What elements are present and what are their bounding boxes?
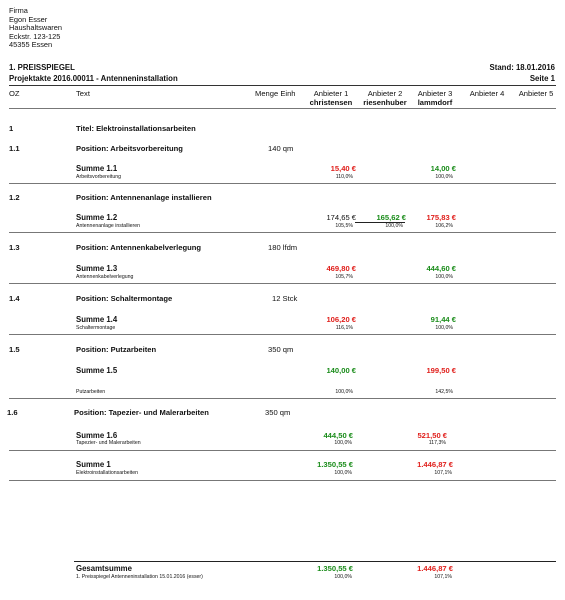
price-anbieter1: 444,50 € — [323, 431, 353, 440]
percent-anbieter3: 107,1% — [434, 470, 452, 476]
total-rule — [74, 561, 556, 562]
position-title: Position: Antennenanlage installieren — [76, 193, 212, 202]
row-rule — [9, 283, 556, 284]
position-quantity: 350 qm — [268, 345, 294, 354]
position-quantity: 350 qm — [265, 408, 291, 417]
percent-anbieter3: 100,0% — [435, 274, 453, 280]
percent-anbieter1: 105,7% — [335, 274, 353, 280]
position-oz: 1.4 — [9, 294, 20, 303]
address-line: Eckstr. 123-125 — [9, 31, 61, 41]
sum-sublabel: Schaltermontage — [76, 325, 116, 331]
price-anbieter3: 199,50 € — [426, 366, 456, 375]
sum-label: Summe 1.6 — [76, 431, 118, 440]
col-anbieter3-name: lammdorf — [417, 98, 453, 107]
position-quantity: 180 lfdm — [268, 243, 298, 252]
col-anbieter2-name: riesenhuber — [363, 98, 407, 107]
col-anbieter2: Anbieter 2 — [367, 89, 403, 98]
percent-anbieter1: 105,5% — [335, 223, 353, 229]
total-percent-anbieter1: 100,0% — [334, 574, 352, 580]
price-anbieter1: 140,00 € — [326, 366, 356, 375]
address-line: Haushaltswaren — [9, 23, 62, 33]
col-anbieter1: Anbieter 1 — [313, 89, 349, 98]
project-title: Projektakte 2016.00011 - Antenneninstallation — [9, 74, 178, 83]
row-rule — [9, 334, 556, 335]
percent-anbieter3: 142,5% — [435, 389, 453, 395]
sum-sublabel: Antennenanlage installieren — [76, 223, 141, 229]
position-title: Position: Antennenkabelverlegung — [76, 243, 202, 252]
sum-sublabel: Tapezier- und Malerarbeiten — [76, 440, 141, 446]
address-line: 45355 Essen — [9, 40, 53, 50]
price-anbieter3: 175,83 € — [426, 213, 456, 222]
position-title: Position: Arbeitsvorbereitung — [76, 144, 183, 153]
total-anbieter3: 1.446,87 € — [417, 564, 453, 573]
col-anbieter4: Anbieter 4 — [469, 89, 505, 98]
sum-sublabel: Elektroinstallationsarbeiten — [76, 470, 138, 476]
col-anbieter1-name: christensen — [309, 98, 353, 107]
row-rule — [9, 480, 556, 481]
price-anbieter1: 106,20 € — [326, 315, 356, 324]
sum-label: Summe 1.1 — [76, 164, 118, 173]
price-anbieter3: 14,00 € — [430, 164, 456, 173]
col-anbieter3: Anbieter 3 — [417, 89, 453, 98]
percent-anbieter1: 100,0% — [335, 389, 353, 395]
total-sublabel: 1. Preisspiegel Antenneninstallation 15.01.2016 (esser) — [76, 574, 203, 580]
price-anbieter3: 444,60 € — [426, 264, 456, 273]
stand-date: Stand: 18.01.2016 — [489, 63, 555, 72]
percent-anbieter2: 100,0% — [385, 223, 403, 229]
page-number: Seite 1 — [529, 74, 555, 83]
col-oz: OZ — [9, 89, 20, 98]
percent-anbieter3: 117,3% — [428, 440, 446, 446]
position-title: Position: Schaltermontage — [76, 294, 173, 303]
row-rule — [9, 450, 556, 451]
price-anbieter3: 91,44 € — [430, 315, 456, 324]
section-title: Titel: Elektroinstallationsarbeiten — [76, 124, 196, 133]
address-line: Egon Esser — [9, 14, 48, 24]
sum-label: Summe 1.4 — [76, 315, 118, 324]
price-anbieter2: 165,62 € — [376, 213, 406, 222]
price-anbieter1: 174,65 € — [326, 213, 356, 222]
col-anbieter5: Anbieter 5 — [518, 89, 554, 98]
price-anbieter3: 1.446,87 € — [417, 460, 453, 469]
position-quantity: 140 qm — [268, 144, 294, 153]
header-rule — [9, 85, 556, 86]
column-header-rule — [9, 108, 556, 109]
sum-label: Summe 1.5 — [76, 366, 118, 375]
percent-anbieter3: 100,0% — [435, 174, 453, 180]
percent-anbieter3: 106,2% — [435, 223, 453, 229]
total-percent-anbieter3: 107,1% — [434, 574, 452, 580]
position-title: Position: Tapezier- und Malerarbeiten — [74, 408, 209, 417]
position-quantity: 12 Stck — [272, 294, 298, 303]
address-line: Firma — [9, 6, 28, 15]
row-rule — [9, 398, 556, 399]
total-label: Gesamtsumme — [76, 564, 132, 573]
price-anbieter1: 469,80 € — [326, 264, 356, 273]
percent-anbieter1: 100,0% — [334, 440, 352, 446]
percent-anbieter1: 100,0% — [334, 470, 352, 476]
position-title: Position: Putzarbeiten — [76, 345, 157, 354]
position-oz: 1.1 — [9, 144, 20, 153]
position-oz: 1.3 — [9, 243, 20, 252]
percent-anbieter1: 110,0% — [335, 174, 353, 180]
position-oz: 1.5 — [9, 345, 20, 354]
sum-label: Summe 1.3 — [76, 264, 118, 273]
row-rule — [9, 232, 556, 233]
col-text: Text — [76, 89, 90, 98]
sum-sublabel: Putzarbeiten — [76, 389, 106, 395]
sum-label: Summe 1 — [76, 460, 111, 469]
row-rule — [9, 183, 556, 184]
document-title: 1. PREISSPIEGEL — [9, 63, 75, 72]
position-oz: 1.6 — [7, 408, 18, 417]
percent-anbieter1: 116,1% — [335, 325, 353, 331]
total-anbieter1: 1.350,55 € — [317, 564, 353, 573]
sum-label: Summe 1.2 — [76, 213, 118, 222]
sum-sublabel: Arbeitsvorbereitung — [76, 174, 121, 180]
sum-sublabel: Antennenkabelverlegung — [76, 274, 134, 280]
col-menge: Menge Einh — [255, 89, 296, 98]
price-anbieter3: 521,50 € — [417, 431, 447, 440]
position-oz: 1.2 — [9, 193, 20, 202]
section-oz: 1 — [9, 124, 14, 133]
price-anbieter1: 15,40 € — [330, 164, 356, 173]
price-anbieter1: 1.350,55 € — [317, 460, 353, 469]
percent-anbieter3: 100,0% — [435, 325, 453, 331]
